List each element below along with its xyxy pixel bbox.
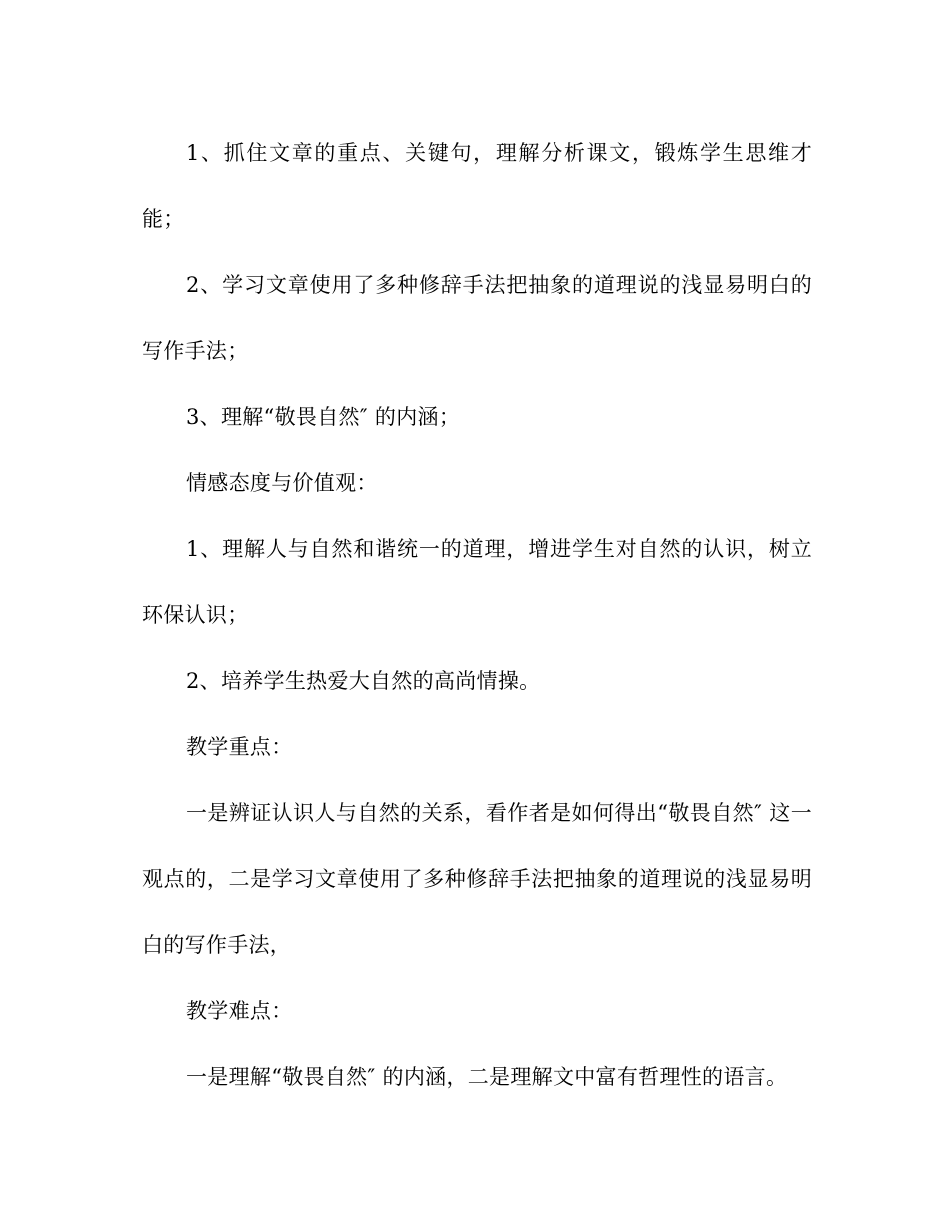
- document-body: [142, 120, 812, 1110]
- heading-emotion-values: 情感态度与价值观：: [186, 471, 378, 495]
- heading-key-points: 教学重点：: [186, 735, 293, 759]
- paragraph-difficulties: 一是理解“敬畏自然″ 的内涵，二是理解文中富有哲理性的语言。: [186, 1065, 788, 1089]
- paragraph-emotion-2: 2、培养学生热爱大自然的高尚情操。: [186, 669, 541, 693]
- paragraph-emotion-1: 1、理解人与自然和谐统一的道理，增进学生对自然的认识，树立环保认识；: [142, 537, 812, 627]
- heading-difficulties: 教学难点：: [186, 999, 293, 1023]
- paragraph-objective-1: 1、抓住文章的重点、关键句，理解分析课文，锻炼学生思维才能；: [142, 141, 812, 231]
- paragraph-objective-3: 3、理解“敬畏自然″ 的内涵；: [186, 405, 461, 429]
- paragraph-key-points: 一是辨证认识人与自然的关系，看作者是如何得出“敬畏自然″ 这一观点的，二是学习文章使用了多种修辞手法把抽象的道理说的浅显易明白的写作手法，: [142, 801, 812, 957]
- paragraph-objective-2: 2、学习文章使用了多种修辞手法把抽象的道理说的浅显易明白的写作手法；: [142, 273, 812, 363]
